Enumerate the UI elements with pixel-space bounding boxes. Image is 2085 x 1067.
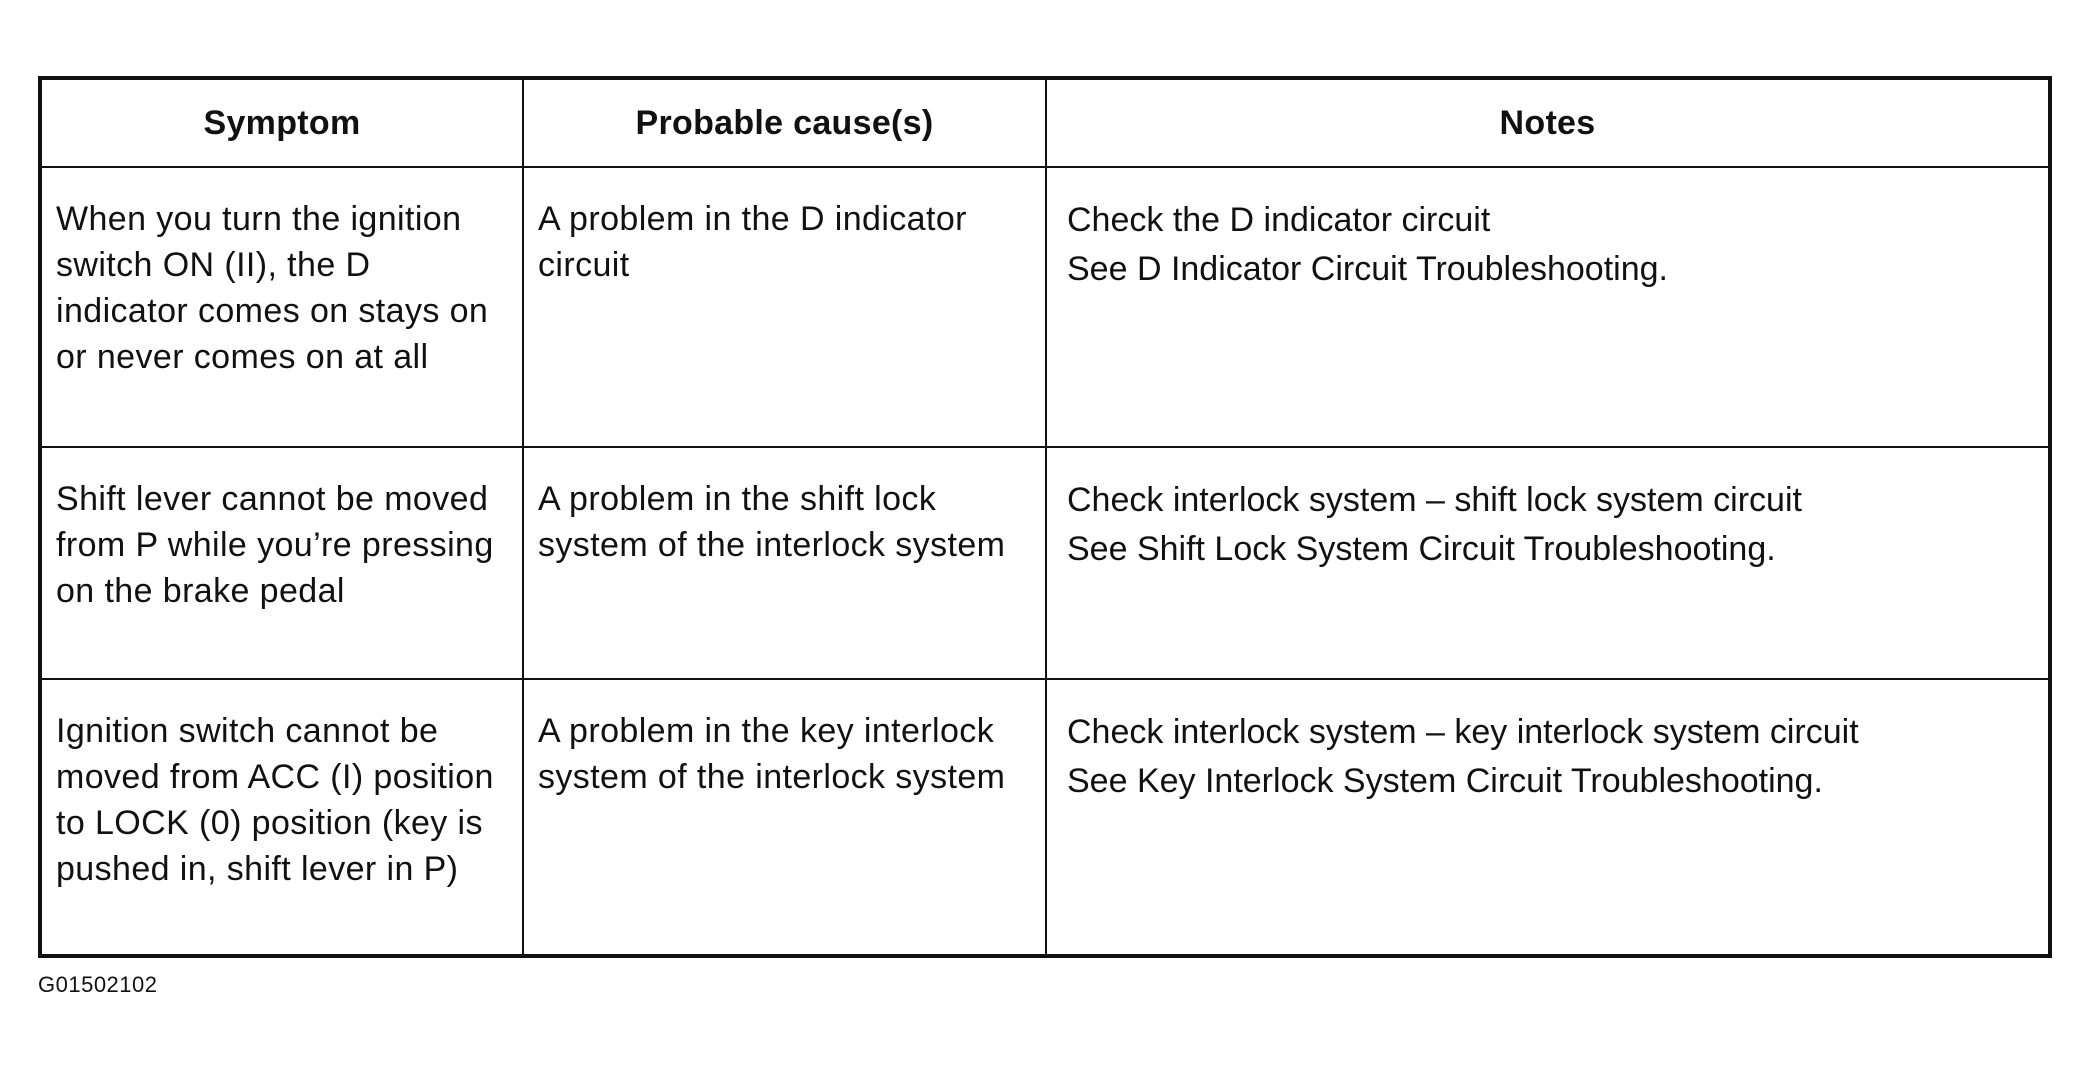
header-symptom: Symptom xyxy=(40,78,523,167)
header-probable-cause: Probable cause(s) xyxy=(523,78,1046,167)
cause-cell: A problem in the key interlock system of the interlock system xyxy=(523,679,1046,956)
table-row xyxy=(40,447,2050,679)
symptom-cell: Shift lever cannot be moved from P while you’re pressing on the brake pedal xyxy=(40,447,523,679)
notes-cell xyxy=(1046,167,2050,447)
cause-cell: A problem in the shift lock system of the interlock system xyxy=(523,447,1046,679)
table-header-row xyxy=(40,78,2050,167)
table-row xyxy=(40,167,2050,447)
symptom-cell: Ignition switch cannot be moved from ACC (I) position to LOCK (0) position (key is pushed in, shift lever in P) xyxy=(40,679,523,956)
cause-cell: A problem in the D indicator circuit xyxy=(523,167,1046,447)
header-notes: Notes xyxy=(1046,78,2050,167)
notes-check-line: Check interlock system – shift lock system circuit xyxy=(1067,481,1802,519)
troubleshooting-table-container xyxy=(38,76,2048,958)
figure-code-label: G01502102 xyxy=(38,972,158,997)
notes-cell xyxy=(1046,679,2050,956)
notes-see-line: See Key Interlock System Circuit Troubleshooting. xyxy=(1067,762,1823,800)
notes-cell xyxy=(1046,447,2050,679)
notes-check-line: Check the D indicator circuit xyxy=(1067,201,1491,239)
notes-see-line: See Shift Lock System Circuit Troubleshooting. xyxy=(1067,530,1776,568)
notes-check-line: Check interlock system – key interlock system circuit xyxy=(1067,713,1859,751)
symptom-cell: When you turn the ignition switch ON (II), the D indicator comes on stays on or never comes on at all xyxy=(40,167,523,447)
troubleshooting-table xyxy=(38,76,2052,958)
notes-see-line: See D Indicator Circuit Troubleshooting. xyxy=(1067,250,1668,288)
table-row xyxy=(40,679,2050,956)
